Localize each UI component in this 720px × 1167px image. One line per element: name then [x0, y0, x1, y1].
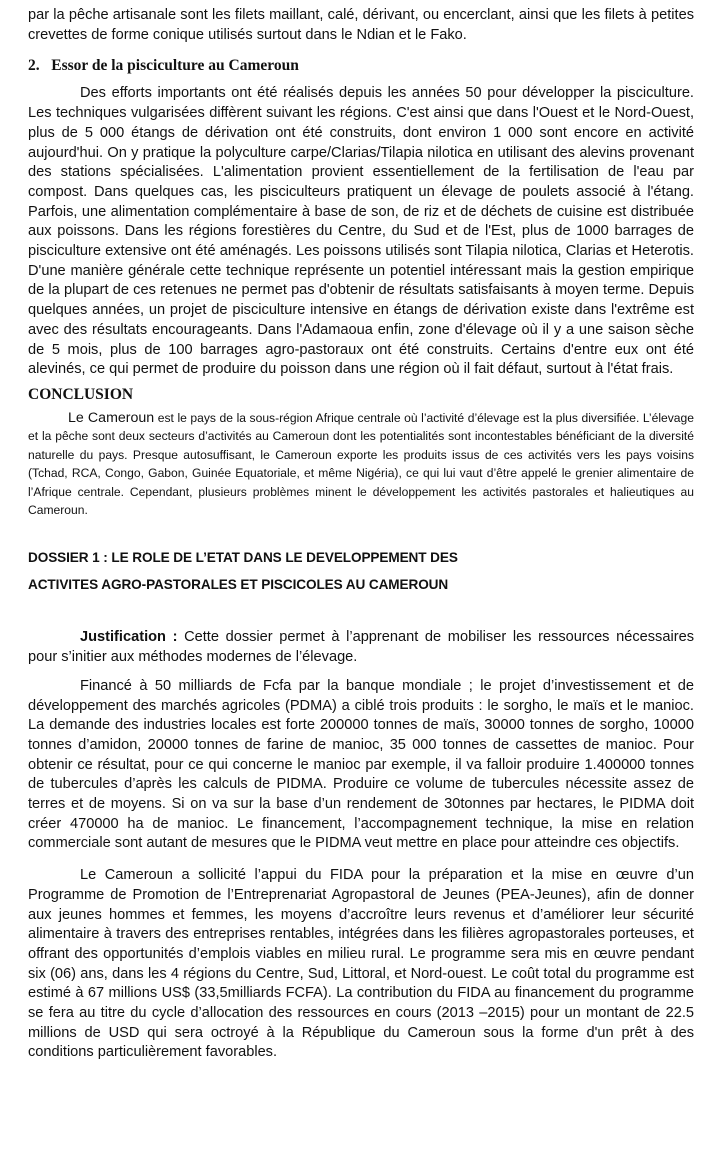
- conclusion-heading: CONCLUSION: [28, 385, 134, 403]
- section-2-paragraph: Des efforts importants ont été réalisés depuis les années 50 pour développer la pisciculture. Les techniques vulgarisées diffèrent suivant les régions. C'est ainsi que dans l'Ouest et le Nord-Ouest, plus de 5 000 étangs de dérivation ont été construits, dont environ 1 000 sont encore en activité aujourd'hui. On y pratique la polyculture carpe/Clarias/Tilapia nilotica en utilisant des alevins provenant des stations spécialisées. L'alimentation provient essentiellement de la fertilisation de l'eau par compost. Dans quelques cas, les pisciculteurs pratiquent un élevage de poulets associé à l'étang. Parfois, une alimentation complémentaire à base de son, de riz et de déchets de cuisine est distribuée aux poissons. Dans les régions forestières du Centre, du Sud et de l'Est, plus de 1000 barrages de pisciculture extensive ont été aménagés. Les poissons utilisés sont Tilapia nilotica, Clarias et Heterotis. D'une manière générale cette technique représente un potentiel intéressant mais la gestion empirique de la plupart de ces retenues ne permet pas d'obtenir de résultats satisfaisants à moyen terme. Depuis quelques années, un projet de pisciculture intensive en étangs de dérivation existe dans l'extrême est avec des résultats encourageants. Dans l'Adamaoua enfin, zone d'élevage où il y a une saison sèche de 5 mois, plus de 100 barrages agro-pastoraux ont été construits. Certains d'entre eux ont été alevinés, ce qui permet de produire du poisson dans une région où il fait défaut, surtout à l'état frais.: [28, 85, 694, 378]
- conclusion-paragraph: [28, 409, 694, 519]
- dossier-title-line-2: ACTIVITES AGRO-PASTORALES ET PISCICOLES AU CAMEROUN: [28, 577, 449, 593]
- section-2-title: Essor de la pisciculture au Cameroun: [51, 57, 299, 75]
- pdma-paragraph: Financé à 50 milliards de Fcfa par la banque mondiale ; le projet d’investissement et de développement des marchés agricoles (PDMA) a ciblé trois produits : le sorgho, le maïs et le manioc. La demande des industries locales est forte 200000 tonnes de maïs, 30000 tonnes de sorgho, 10000 tonnes d’amidon, 20000 tonnes de farine de manioc, 35 000 tonnes de cassettes de manioc. Pour obtenir ce résultat, pour ce qui concerne le manioc par exemple, il va falloir produire 1.400000 tonnes de tubercules d’après les calculs de PIDMA. Produire ce volume de tubercules nécessite assez de terres et de moyens. Si on va sur la base d’un rendement de 30tonnes par hectares, le PIDMA doit créer 470000 ha de manioc. Le financement, l’accompagnement technique, la mise en relation commerciale sont autant de mesures que le PIDMA veut mettre en place pour atteindre ces objectifs.: [28, 677, 694, 852]
- conclusion-body: est le pays de la sous-région Afrique centrale où l’activité d’élevage est la plus diversifiée. L’élevage et la pêche sont deux secteurs d’activités au Cameroun dont les potentialités sont incontestables bénéficiant de la diversité naturelle du pays. Presque autosuffisant, le Cameroun exporte les produits issus de ces activités vers les pays voisins (Tchad, RCA, Congo, Gabon, Guinée Equatoriale, et même Nigéria), ce qui lui vaut d’être appelé le grenier alimentaire de l’Afrique centrale. Cependant, plusieurs problèmes minent le développement les activités pastorales et halieutiques au Cameroun.: [28, 410, 694, 517]
- section-2-heading: [28, 57, 694, 75]
- dossier-title-line-1: DOSSIER 1 : LE ROLE DE L’ETAT DANS LE DEVELOPPEMENT DES: [28, 550, 458, 566]
- pea-jeunes-paragraph: Le Cameroun a sollicité l’appui du FIDA pour la préparation et la mise en œuvre d’un Programme de Promotion de l’Entreprenariat Agropastoral de Jeunes (PEA-Jeunes), afin de donner aux jeunes hommes et femmes, les moyens d’accroître leurs revenus et d’améliorer leur sécurité alimentaire à travers des entreprises rentables, intégrées dans les filières agropastorales porteuses, et offrant des opportunités d’emplois viables en milieu rural. Le programme sera mis en œuvre pendant six (06) ans, dans les 4 régions du Centre, Sud, Littoral, et Nord-ouest. Le coût total du programme est estimé à 67 millions US$ (33,5milliards FCFA). La contribution du FIDA au financement du programme se fera au titre du cycle d’allocation des ressources en cours (2013 –2015) pour un montant de 22.5 millions de USD qui sera octroyé à la République du Cameroun sous la forme d'un prêt à des conditions particulièrement favorables.: [28, 867, 694, 1061]
- justification-label: Justification :: [80, 629, 178, 646]
- section-2-number: 2.: [28, 57, 40, 75]
- justification-paragraph: [28, 628, 694, 667]
- intro-paragraph: par la pêche artisanale sont les filets maillant, calé, dérivant, ou encerclant, ainsi que les filets à petites crevettes de forme conique utilisés surtout dans le Ndian et le Fako.: [28, 7, 694, 43]
- conclusion-lead: Le Cameroun: [68, 409, 155, 426]
- justification-text: Cette dossier permet à l’apprenant de mobiliser les ressources nécessaires pour s’initier aux méthodes modernes de l’élevage.: [28, 629, 694, 666]
- document-page: [28, 6, 694, 1063]
